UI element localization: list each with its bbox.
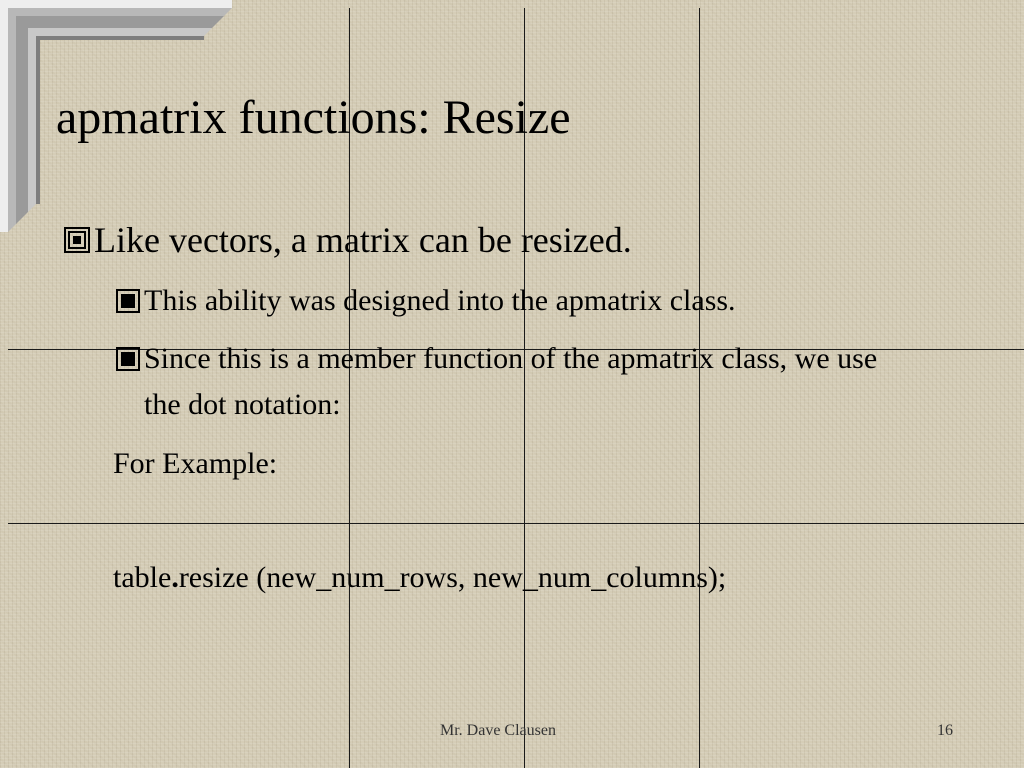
bullet-level1-text: Like vectors, a matrix can be resized. bbox=[94, 220, 632, 260]
code-example bbox=[113, 558, 726, 598]
bullet-level1 bbox=[64, 218, 632, 262]
code-object: table bbox=[113, 561, 172, 594]
sub-bullet bbox=[116, 278, 944, 324]
filled-square-bullet-icon bbox=[116, 347, 140, 371]
grid-line-horizontal bbox=[8, 523, 1024, 524]
page-number: 16 bbox=[937, 722, 953, 739]
code-dot: . bbox=[171, 561, 179, 594]
code-call: resize (new_num_rows, new_num_columns); bbox=[178, 561, 727, 594]
slide-title: apmatrix functions: Resize bbox=[56, 91, 571, 144]
example-label: For Example: bbox=[113, 447, 278, 480]
sub-bullet-text: Since this is a member function of the apmatrix class, we use the dot notation: bbox=[144, 342, 878, 421]
sub-bullet bbox=[116, 336, 914, 428]
sub-bullet-text: This ability was designed into the apmatrix class. bbox=[144, 284, 736, 317]
footer-author: Mr. Dave Clausen bbox=[440, 722, 556, 739]
filled-square-bullet-icon bbox=[116, 289, 140, 313]
nested-square-bullet-icon bbox=[64, 227, 90, 253]
